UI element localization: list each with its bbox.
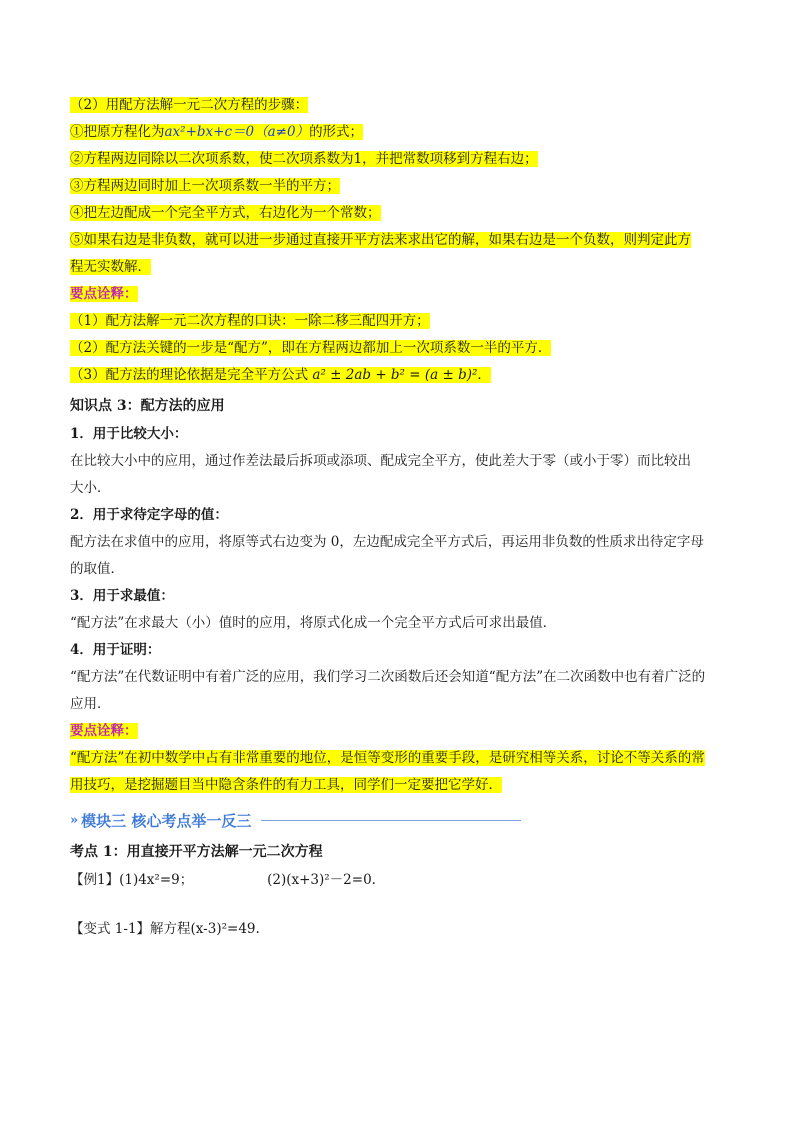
document-page [70,92,730,943]
step-5-line-1: ⑤如果右边是非负数，就可以进一步通过直接开平方法来求出它的解，如果右边是一个负数，则判定此方 [70,232,691,248]
step1-formula: ax²+bx+c＝0（a≠0） [164,124,310,140]
notes2-line-1: “配方法”在初中数学中占有非常重要的地位，是恒等变形的重要手段，是研究相等关系，讨论不等关系的常 [70,750,705,766]
step-4: ④把左边配成一个完全平方式，右边化为一个常数； [70,205,381,221]
variant-1-1: 【变式 1-1】解方程(x-3)²=49. [70,921,260,937]
sub3-line-1: “配方法”在求最大（小）值时的应用，将原式化成一个完全平方式后可求出最值． [70,615,557,631]
sub1-line-2: 大小． [70,480,111,496]
exam-title: 考点 1：用直接开平方法解一元二次方程 [70,844,323,860]
sub4-line-1: “配方法”在代数证明中有着广泛的应用，我们学习二次函数后还会知道“配方法”在二次函数中也有着广泛的 [70,669,706,685]
module-title: 模块三 核心考点举一反三 [81,811,252,830]
example-part-1: (1)4x²=9； [119,872,194,888]
notes2-label: 要点诠释： [70,723,138,739]
sub3-label: 3．用于求最值： [70,588,174,604]
sub1-line-1: 在比较大小中的应用，通过作差法最后拆项或添项、配成完全平方，使此差大于零（或小于零）而比较出 [70,453,691,469]
module-rule [261,820,521,821]
notes1-item-2: （2）配方法关键的一步是“配方”，即在方程两边都加上一次项系数一半的平方． [70,340,552,356]
sub2-line-1: 配方法在求值中的应用，将原等式右边变为 0，左边配成完全平方式后，再运用非负数的性质求出待定字母 [70,534,704,550]
example-1: 【例1】(1)4x²=9； (2)(x+3)²－2=0. [70,867,730,894]
sub2-line-2: 的取值． [70,561,124,577]
steps-heading: （2）用配方法解一元二次方程的步骤： [70,97,309,113]
step-5-line-2: 程无实数解． [70,259,151,275]
notes2-line-2: 用技巧，是挖掘题目当中隐含条件的有力工具，同学们一定要把它学好． [70,777,502,793]
sub2-label: 2．用于求待定字母的值： [70,507,228,523]
notes1-label: 要点诠释： [70,286,138,302]
step-1: ①把原方程化为ax²+bx+c＝0（a≠0）的形式； [70,124,364,140]
step-3: ③方程两边同时加上一次项系数一半的平方； [70,178,340,194]
module-header [70,805,730,835]
example-part-2: (2)(x+3)²－2=0. [267,872,376,888]
sub4-line-2: 应用． [70,696,111,712]
double-chevron-icon: » [70,812,76,828]
notes1-item-3: （3）配方法的理论依据是完全平方公式 a² ± 2ab + b² = (a ± b)²． [70,367,491,383]
section3-title: 知识点 3：配方法的应用 [70,398,225,414]
step-2: ②方程两边同除以二次项系数，使二次项系数为1，并把常数项移到方程右边； [70,151,538,167]
notes1-item-1: （1）配方法解一元二次方程的口诀：一除二移三配四开方； [70,313,430,329]
sub4-label: 4．用于证明： [70,642,161,658]
sub1-label: 1．用于比较大小： [70,426,188,442]
square-formula: a² ± 2ab + b² = (a ± b)² [312,367,478,383]
